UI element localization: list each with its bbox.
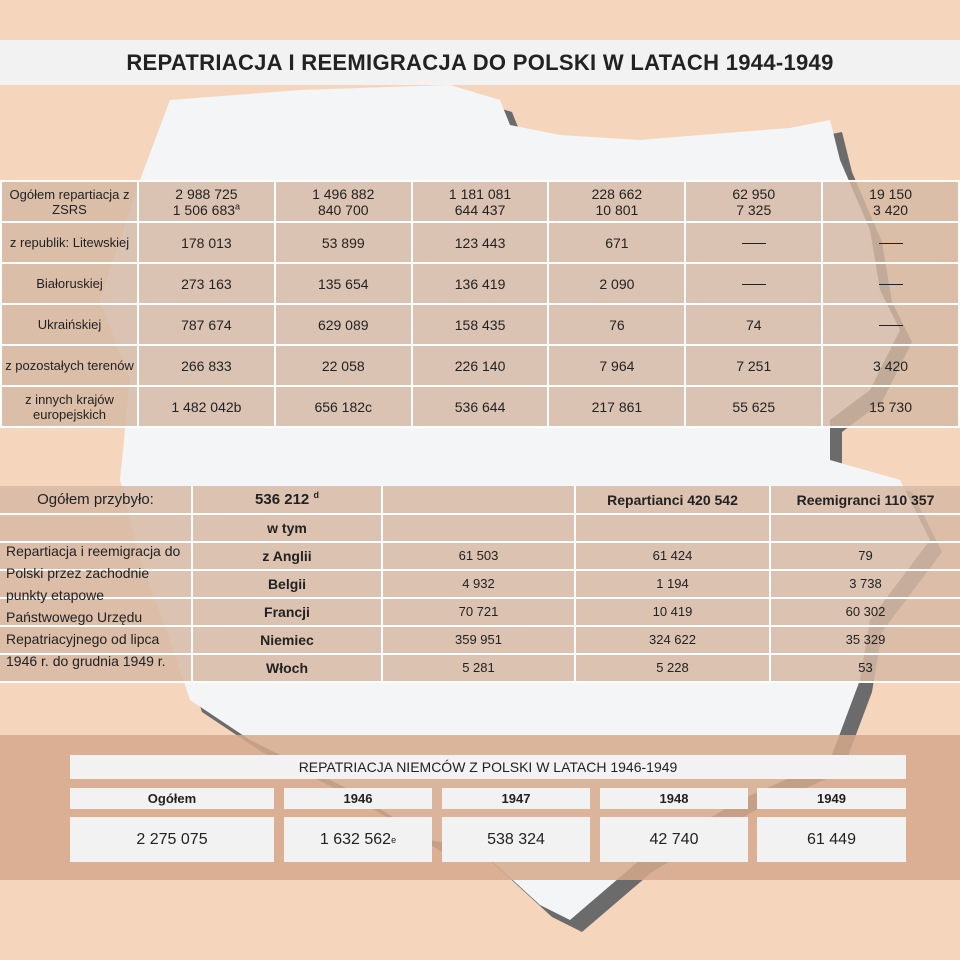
cell: 15 730 — [822, 386, 959, 427]
reemigrants: 3 738 — [770, 570, 960, 598]
total-arrived: 536 212 $^d$ — [192, 486, 382, 514]
row-label: z innych krajów europejskich — [1, 386, 138, 427]
german-value: 538 324 — [442, 817, 590, 862]
cell: 7 251 — [685, 345, 822, 386]
cell: 1 482 042b — [138, 386, 275, 427]
german-table-title: REPATRIACJA NIEMCÓW Z POLSKI W LATACH 1946-1949 — [70, 755, 906, 779]
cell: 158 435 — [412, 304, 549, 345]
cell: 2 988 725 1 506 683$^a$ — [138, 181, 275, 222]
cell: 74 — [685, 304, 822, 345]
country: Belgii — [192, 570, 382, 598]
table-row — [1, 181, 959, 222]
cell-empty — [822, 304, 959, 345]
table-row — [0, 514, 960, 542]
german-value: 1 632 562 e — [284, 817, 432, 862]
w-tym-label: w tym — [192, 514, 382, 542]
cell: 135 654 — [275, 263, 412, 304]
row-label: z republik: Litewskiej — [1, 222, 138, 263]
cell: 228 662 10 801 — [548, 181, 685, 222]
row-label: z pozostałych terenów — [1, 345, 138, 386]
cell: 629 089 — [275, 304, 412, 345]
reemigrants: 53 — [770, 654, 960, 682]
german-header: 1947 — [442, 788, 590, 809]
table-header-row — [0, 486, 960, 514]
description: Repartiacja i reemigracja do Polski przez zachodnie punkty etapowe Państwowego Urzędu Repatriacyjnego od lipca 1946 r. do grudnia 1949 r. — [6, 543, 181, 669]
cell: 2 090 — [548, 263, 685, 304]
cell: 62 950 7 325 — [685, 181, 822, 222]
row-label: Białoruskiej — [1, 263, 138, 304]
german-header: 1946 — [284, 788, 432, 809]
german-header: Ogółem — [70, 788, 274, 809]
country: Francji — [192, 598, 382, 626]
reemigrants: 79 — [770, 542, 960, 570]
cell: 123 443 — [412, 222, 549, 263]
cell: 178 013 — [138, 222, 275, 263]
total: 359 951 — [382, 626, 575, 654]
row-label: Ogółem repartiacja z ZSRS — [1, 181, 138, 222]
total: 61 503 — [382, 542, 575, 570]
german-header: 1948 — [600, 788, 748, 809]
repatriants: 324 622 — [575, 626, 770, 654]
cell-empty — [822, 222, 959, 263]
cell: 136 419 — [412, 263, 549, 304]
cell: 55 625 — [685, 386, 822, 427]
cell: 7 964 — [548, 345, 685, 386]
country: z Anglii — [192, 542, 382, 570]
cell: 53 899 — [275, 222, 412, 263]
cell: 1 181 081 644 437 — [412, 181, 549, 222]
cell-empty — [685, 263, 822, 304]
table-row — [1, 222, 959, 263]
table-row — [1, 386, 959, 427]
total-arrived-label: Ogółem przybyło: — [0, 486, 192, 514]
reemigrants: 60 302 — [770, 598, 960, 626]
german-value: 61 449 — [757, 817, 906, 862]
page-title: REPATRIACJA I REEMIGRACJA DO POLSKI W LATACH 1944-1949 — [0, 40, 960, 85]
cell: 787 674 — [138, 304, 275, 345]
row-label: Ukraińskiej — [1, 304, 138, 345]
repatriants-total: Repartianci 420 542 — [575, 486, 770, 514]
table-row — [1, 345, 959, 386]
cell: 22 058 — [275, 345, 412, 386]
cell: 76 — [548, 304, 685, 345]
table-row — [1, 263, 959, 304]
country: Włoch — [192, 654, 382, 682]
cell: 217 861 — [548, 386, 685, 427]
reemigrants-total: Reemigranci 110 357 — [770, 486, 960, 514]
german-value: 2 275 075 — [70, 817, 274, 862]
repatriants: 61 424 — [575, 542, 770, 570]
cell-empty — [685, 222, 822, 263]
total: 5 281 — [382, 654, 575, 682]
cell: 671 — [548, 222, 685, 263]
total: 70 721 — [382, 598, 575, 626]
ussr-repatriation-table — [0, 180, 960, 428]
total: 4 932 — [382, 570, 575, 598]
repatriants: 10 419 — [575, 598, 770, 626]
cell: 3 420 — [822, 345, 959, 386]
german-header: 1949 — [757, 788, 906, 809]
country: Niemiec — [192, 626, 382, 654]
cell-empty — [822, 263, 959, 304]
cell: 1 496 882 840 700 — [275, 181, 412, 222]
german-value: 42 740 — [600, 817, 748, 862]
cell: 273 163 — [138, 263, 275, 304]
reemigrants: 35 329 — [770, 626, 960, 654]
repatriants: 1 194 — [575, 570, 770, 598]
cell: 266 833 — [138, 345, 275, 386]
cell: 656 182c — [275, 386, 412, 427]
cell: 19 150 3 420 — [822, 181, 959, 222]
cell: 226 140 — [412, 345, 549, 386]
cell: 536 644 — [412, 386, 549, 427]
repatriants: 5 228 — [575, 654, 770, 682]
table-row — [1, 304, 959, 345]
